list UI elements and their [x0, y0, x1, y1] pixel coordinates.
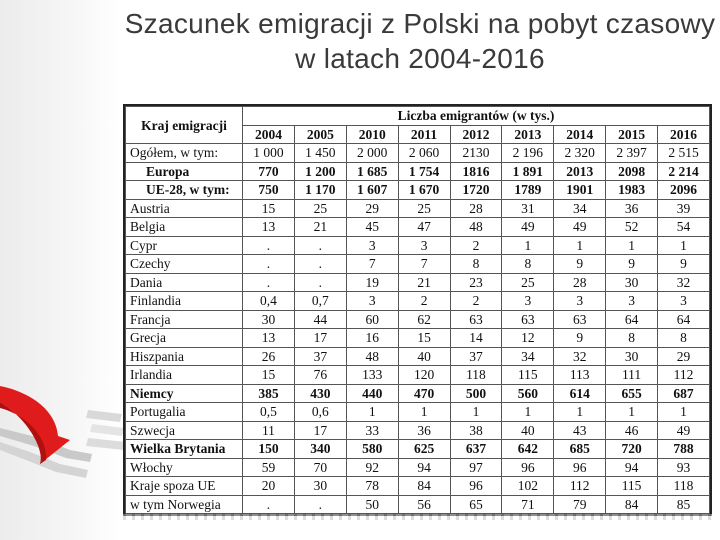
value-cell: 52 [606, 218, 658, 237]
value-cell: 1 [450, 403, 502, 422]
table-row [126, 292, 710, 311]
value-cell: 64 [606, 310, 658, 329]
value-cell: 7 [398, 255, 450, 274]
value-cell: 1 450 [294, 144, 346, 163]
value-cell: . [294, 495, 346, 514]
value-cell: 85 [658, 495, 710, 514]
value-cell: 150 [243, 440, 295, 459]
value-cell: 71 [502, 495, 554, 514]
group-header: Liczba emigrantów (w tys.) [243, 107, 710, 126]
value-cell: 50 [346, 495, 398, 514]
value-cell: 9 [554, 255, 606, 274]
value-cell: 788 [658, 440, 710, 459]
value-cell: 3 [554, 292, 606, 311]
value-cell: 560 [502, 384, 554, 403]
value-cell: 14 [450, 329, 502, 348]
value-cell: 65 [450, 495, 502, 514]
value-cell: 64 [658, 310, 710, 329]
country-cell: Portugalia [126, 403, 243, 422]
value-cell: 76 [294, 366, 346, 385]
value-cell: 13 [243, 218, 295, 237]
value-cell: 1 200 [294, 162, 346, 181]
value-cell: 30 [243, 310, 295, 329]
value-cell: 115 [502, 366, 554, 385]
value-cell: 9 [606, 255, 658, 274]
slide-title: Szacunek emigracji z Polski na pobyt czasowy w latach 2004-2016 [124, 8, 716, 74]
value-cell: 63 [450, 310, 502, 329]
value-cell: 28 [554, 273, 606, 292]
value-cell: 1 000 [243, 144, 295, 163]
value-cell: 37 [450, 347, 502, 366]
country-cell: Francja [126, 310, 243, 329]
value-cell: . [294, 273, 346, 292]
value-cell: 2 196 [502, 144, 554, 163]
value-cell: 1 891 [502, 162, 554, 181]
value-cell: 1 670 [398, 181, 450, 200]
value-cell: 15 [243, 199, 295, 218]
value-cell: 21 [398, 273, 450, 292]
value-cell: 29 [658, 347, 710, 366]
country-cell: Hiszpania [126, 347, 243, 366]
value-cell: 655 [606, 384, 658, 403]
red-arrow-graphic [0, 380, 130, 490]
value-cell: . [243, 495, 295, 514]
value-cell: 11 [243, 421, 295, 440]
emigration-table-container [123, 104, 712, 516]
value-cell: 1 [658, 403, 710, 422]
value-cell: 118 [658, 477, 710, 496]
value-cell: 470 [398, 384, 450, 403]
value-cell: 36 [398, 421, 450, 440]
value-cell: 2 000 [346, 144, 398, 163]
year-header: 2014 [554, 125, 606, 144]
country-cell: Cypr [126, 236, 243, 255]
table-row [126, 403, 710, 422]
value-cell: 17 [294, 421, 346, 440]
value-cell: 9 [554, 329, 606, 348]
value-cell: 30 [606, 273, 658, 292]
table-row [126, 495, 710, 514]
value-cell: 96 [450, 477, 502, 496]
table-row [126, 255, 710, 274]
value-cell: 1720 [450, 181, 502, 200]
value-cell: 1 685 [346, 162, 398, 181]
country-cell: Czechy [126, 255, 243, 274]
value-cell: 111 [606, 366, 658, 385]
year-header: 2005 [294, 125, 346, 144]
table-row [126, 347, 710, 366]
value-cell: 25 [502, 273, 554, 292]
value-cell: 1 170 [294, 181, 346, 200]
value-cell: 30 [606, 347, 658, 366]
value-cell: 2013 [554, 162, 606, 181]
value-cell: 580 [346, 440, 398, 459]
value-cell: 0,7 [294, 292, 346, 311]
value-cell: 2096 [658, 181, 710, 200]
value-cell: 2 [398, 292, 450, 311]
value-cell: 1983 [606, 181, 658, 200]
value-cell: 637 [450, 440, 502, 459]
value-cell: 112 [658, 366, 710, 385]
value-cell: 102 [502, 477, 554, 496]
value-cell: 49 [502, 218, 554, 237]
corner-header: Kraj emigracji [126, 107, 243, 144]
value-cell: 12 [502, 329, 554, 348]
value-cell: 60 [346, 310, 398, 329]
value-cell: 8 [606, 329, 658, 348]
value-cell: 17 [294, 329, 346, 348]
value-cell: 112 [554, 477, 606, 496]
value-cell: 118 [450, 366, 502, 385]
value-cell: 0,6 [294, 403, 346, 422]
value-cell: 500 [450, 384, 502, 403]
value-cell: 1789 [502, 181, 554, 200]
table-row [126, 199, 710, 218]
country-cell: Szwecja [126, 421, 243, 440]
value-cell: 48 [346, 347, 398, 366]
value-cell: 43 [554, 421, 606, 440]
value-cell: 34 [554, 199, 606, 218]
value-cell: 94 [398, 458, 450, 477]
value-cell: 40 [398, 347, 450, 366]
value-cell: 9 [658, 255, 710, 274]
table-row [126, 458, 710, 477]
table-row [126, 273, 710, 292]
country-cell: Austria [126, 199, 243, 218]
value-cell: 1 607 [346, 181, 398, 200]
value-cell: 36 [606, 199, 658, 218]
value-cell: 78 [346, 477, 398, 496]
value-cell: 46 [606, 421, 658, 440]
value-cell: 385 [243, 384, 295, 403]
value-cell: 2 397 [606, 144, 658, 163]
table-row [126, 384, 710, 403]
value-cell: 25 [398, 199, 450, 218]
value-cell: 1 [502, 403, 554, 422]
value-cell: 1 [554, 403, 606, 422]
value-cell: 37 [294, 347, 346, 366]
value-cell: 16 [346, 329, 398, 348]
country-cell: Belgia [126, 218, 243, 237]
value-cell: 70 [294, 458, 346, 477]
value-cell: 0,5 [243, 403, 295, 422]
value-cell: 1 754 [398, 162, 450, 181]
value-cell: 3 [346, 292, 398, 311]
value-cell: 84 [398, 477, 450, 496]
value-cell: 2 320 [554, 144, 606, 163]
value-cell: 1 [346, 403, 398, 422]
value-cell: 19 [346, 273, 398, 292]
table-body [126, 144, 710, 514]
value-cell: 2 214 [658, 162, 710, 181]
value-cell: 642 [502, 440, 554, 459]
value-cell: 2 060 [398, 144, 450, 163]
value-cell: 79 [554, 495, 606, 514]
country-cell: Włochy [126, 458, 243, 477]
value-cell: 28 [450, 199, 502, 218]
value-cell: . [243, 236, 295, 255]
value-cell: 340 [294, 440, 346, 459]
value-cell: 625 [398, 440, 450, 459]
country-cell: Europa [126, 162, 243, 181]
value-cell: 3 [658, 292, 710, 311]
table-row [126, 218, 710, 237]
value-cell: 56 [398, 495, 450, 514]
value-cell: 3 [398, 236, 450, 255]
value-cell: 25 [294, 199, 346, 218]
value-cell: 115 [606, 477, 658, 496]
year-header: 2011 [398, 125, 450, 144]
country-cell: Ogółem, w tym: [126, 144, 243, 163]
value-cell: 44 [294, 310, 346, 329]
value-cell: 13 [243, 329, 295, 348]
value-cell: 440 [346, 384, 398, 403]
year-header: 2013 [502, 125, 554, 144]
value-cell: 40 [502, 421, 554, 440]
country-cell: Niemcy [126, 384, 243, 403]
table-row [126, 310, 710, 329]
cropped-footer-text [123, 514, 712, 520]
value-cell: 8 [658, 329, 710, 348]
year-header: 2004 [243, 125, 295, 144]
year-header: 2010 [346, 125, 398, 144]
value-cell: . [294, 255, 346, 274]
table-row [126, 236, 710, 255]
value-cell: 614 [554, 384, 606, 403]
value-cell: 49 [554, 218, 606, 237]
table-row [126, 162, 710, 181]
value-cell: 2 [450, 236, 502, 255]
value-cell: 120 [398, 366, 450, 385]
table-row [126, 144, 710, 163]
value-cell: 750 [243, 181, 295, 200]
country-cell: Wielka Brytania [126, 440, 243, 459]
value-cell: 770 [243, 162, 295, 181]
value-cell: 1 [658, 236, 710, 255]
value-cell: 15 [398, 329, 450, 348]
value-cell: 96 [554, 458, 606, 477]
year-header: 2016 [658, 125, 710, 144]
value-cell: 0,4 [243, 292, 295, 311]
value-cell: 54 [658, 218, 710, 237]
value-cell: 45 [346, 218, 398, 237]
country-cell: Kraje spoza UE [126, 477, 243, 496]
country-cell: Dania [126, 273, 243, 292]
value-cell: 62 [398, 310, 450, 329]
value-cell: 1 [606, 236, 658, 255]
value-cell: 63 [502, 310, 554, 329]
value-cell: 7 [346, 255, 398, 274]
value-cell: 32 [658, 273, 710, 292]
value-cell: 49 [658, 421, 710, 440]
value-cell: 84 [606, 495, 658, 514]
country-cell: Grecja [126, 329, 243, 348]
year-header: 2015 [606, 125, 658, 144]
value-cell: 15 [243, 366, 295, 385]
emigration-table [125, 106, 710, 514]
value-cell: 38 [450, 421, 502, 440]
value-cell: 96 [502, 458, 554, 477]
value-cell: 687 [658, 384, 710, 403]
year-header: 2012 [450, 125, 502, 144]
value-cell: 2 [450, 292, 502, 311]
value-cell: 430 [294, 384, 346, 403]
table-row [126, 440, 710, 459]
value-cell: 32 [554, 347, 606, 366]
value-cell: . [243, 255, 295, 274]
value-cell: 92 [346, 458, 398, 477]
value-cell: 39 [658, 199, 710, 218]
table-row [126, 421, 710, 440]
value-cell: 3 [346, 236, 398, 255]
value-cell: 2130 [450, 144, 502, 163]
value-cell: 21 [294, 218, 346, 237]
table-row [126, 181, 710, 200]
country-cell: UE-28, w tym: [126, 181, 243, 200]
value-cell: 3 [502, 292, 554, 311]
value-cell: 1816 [450, 162, 502, 181]
table-row [126, 477, 710, 496]
value-cell: 133 [346, 366, 398, 385]
value-cell: 30 [294, 477, 346, 496]
value-cell: 2098 [606, 162, 658, 181]
value-cell: 93 [658, 458, 710, 477]
value-cell: 1901 [554, 181, 606, 200]
value-cell: 2 515 [658, 144, 710, 163]
value-cell: 34 [502, 347, 554, 366]
value-cell: 20 [243, 477, 295, 496]
value-cell: 8 [502, 255, 554, 274]
value-cell: 63 [554, 310, 606, 329]
value-cell: 48 [450, 218, 502, 237]
value-cell: 1 [606, 403, 658, 422]
header-row-group [126, 107, 710, 126]
value-cell: 97 [450, 458, 502, 477]
value-cell: 94 [606, 458, 658, 477]
value-cell: 1 [398, 403, 450, 422]
value-cell: 33 [346, 421, 398, 440]
value-cell: 1 [554, 236, 606, 255]
value-cell: 8 [450, 255, 502, 274]
value-cell: 31 [502, 199, 554, 218]
value-cell: 26 [243, 347, 295, 366]
value-cell: 720 [606, 440, 658, 459]
value-cell: 23 [450, 273, 502, 292]
table-row [126, 329, 710, 348]
table-row [126, 366, 710, 385]
country-cell: Irlandia [126, 366, 243, 385]
value-cell: 59 [243, 458, 295, 477]
value-cell: 113 [554, 366, 606, 385]
country-cell: w tym Norwegia [126, 495, 243, 514]
value-cell: . [243, 273, 295, 292]
value-cell: 29 [346, 199, 398, 218]
value-cell: 47 [398, 218, 450, 237]
value-cell: . [294, 236, 346, 255]
value-cell: 3 [606, 292, 658, 311]
value-cell: 685 [554, 440, 606, 459]
value-cell: 1 [502, 236, 554, 255]
country-cell: Finlandia [126, 292, 243, 311]
